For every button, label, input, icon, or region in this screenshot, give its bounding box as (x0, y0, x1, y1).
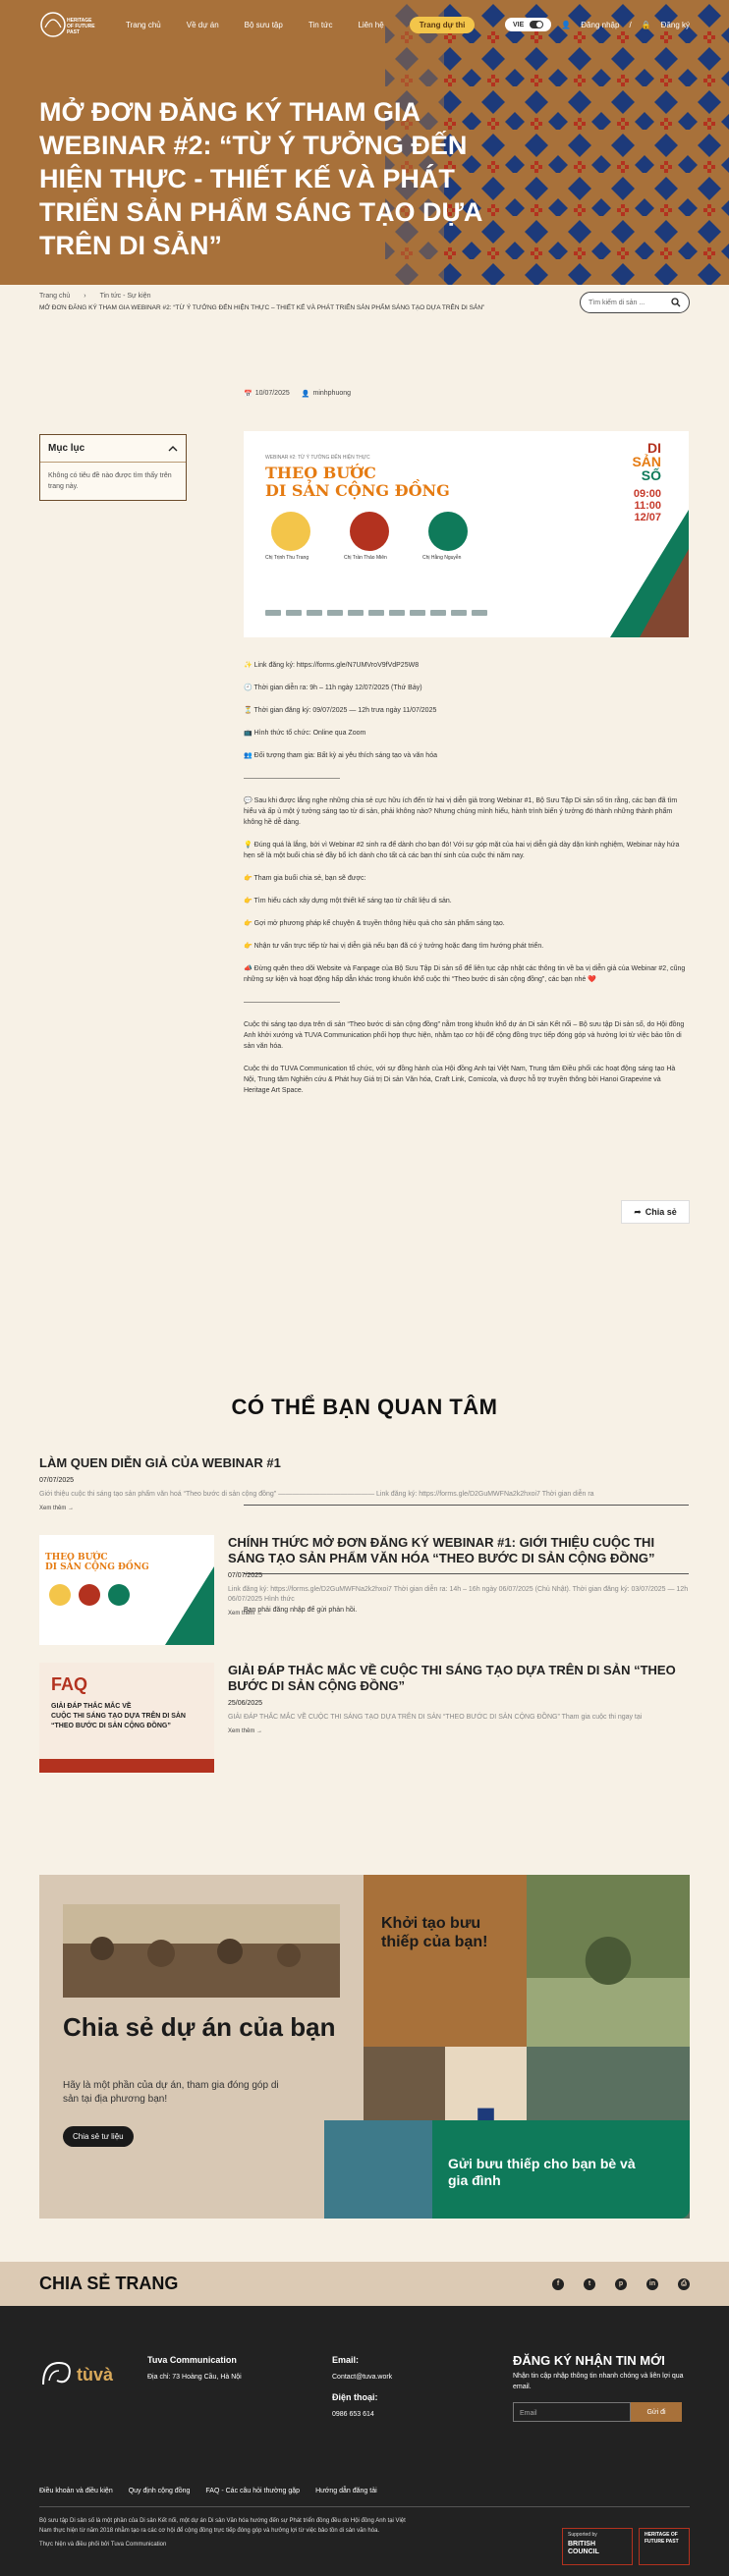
thumb-line: “THEO BƯỚC DI SẢN CỘNG ĐỒNG” (51, 1723, 171, 1729)
post-date: 10/07/2025 (254, 390, 290, 397)
banner-pattern-icon (610, 510, 689, 637)
read-more-link[interactable]: Xem thêm → (39, 1506, 75, 1511)
card-text: Gửi bưu thiếp cho bạn bè và gia đình (448, 2156, 636, 2188)
cta-photo (63, 1904, 340, 1998)
speaker-name: Chị Hằng Nguyễn (422, 555, 462, 561)
related-thumbnail[interactable] (39, 1535, 214, 1645)
comment-note: Bạn phải đăng nhập để gửi phản hồi. (244, 1607, 358, 1614)
related-heading: CÓ THỂ BẠN QUAN TÂM (231, 1395, 498, 1419)
banner-time: 11:00 (634, 500, 661, 512)
top-nav (0, 0, 729, 49)
share-page-title: CHIA SẺ TRANG (39, 2274, 179, 2293)
banner-brand (602, 441, 661, 523)
share-material-button[interactable]: Chia sẻ tư liệu (63, 2126, 134, 2147)
event-info (244, 660, 689, 1108)
paragraph: 💬 Sau khi được lắng nghe những chia sẻ cực hữu ích đến từ hai vị diễn giả trong Webinar #1, Bộ Sưu Tập Di sản số tin rằng, các bạn đã tìm hiểu và ấp ủ một ý tưởng sáng tạo từ di sản, phải không nào? Nhưng chúng mình hiểu, hành trình biến ý tưởng đó thành những thành phẩm không hề dễ dàng. (244, 797, 678, 826)
thumb-line: DI SẢN CỘNG ĐỒNG (45, 1562, 149, 1572)
paragraph: 💡 Đúng quá là lắng, bởi vì Webinar #2 sinh ra để dành cho bạn đó! Với sự góp mặt của hai vị diễn giả dày dặn kinh nghiệm, Webinar này hứa hẹn sẽ là một buổi chia sẻ đầy bổ ích dành cho tất cả các bạn thí sinh của cuộc thi năm nay. (244, 842, 680, 859)
thumb-line: THEO BƯỚC (45, 1553, 108, 1562)
newsletter-email-input[interactable]: Email (513, 2402, 631, 2422)
cta-image (324, 2120, 432, 2219)
phone-label: Điện thoại: (332, 2392, 378, 2402)
brand-line: SỐ (641, 467, 661, 483)
thumb-line: GIẢI ĐÁP THẮC MẮC VỀ (51, 1703, 132, 1710)
site-logo[interactable] (39, 8, 95, 41)
footer (0, 2306, 729, 2576)
svg-text:PAST: PAST (67, 29, 80, 35)
postcard-create-card[interactable] (364, 1875, 527, 2047)
read-more-link[interactable]: Xem thêm → (228, 1728, 263, 1734)
share-icons (552, 2278, 690, 2290)
related-item[interactable] (39, 1535, 690, 1645)
brand-line: DI (647, 440, 661, 456)
login-link[interactable]: Đăng nhập (581, 20, 620, 29)
footer-link[interactable]: Quy định cộng đồng (128, 2488, 191, 2494)
nav-contact[interactable]: Liên hệ (358, 20, 384, 29)
info-line: 👥 Đối tượng tham gia: Bất kỳ ai yêu thích sáng tạo và văn hóa (244, 752, 437, 759)
language-toggle[interactable] (505, 18, 551, 31)
thumb-title (45, 1553, 149, 1572)
breadcrumb-section[interactable]: Tin tức - Sự kiện (99, 293, 151, 300)
paragraph: 👉 Nhận tư vấn trực tiếp từ hai vị diễn giả nếu bạn đã có ý tưởng hoặc đang tìm hướng phát triển. (244, 943, 544, 950)
toc-empty: Không có tiêu đề nào được tìm thấy trên trang này. (48, 472, 172, 490)
thumb-text (51, 1702, 186, 1731)
heritage-badge[interactable]: HERITAGE OF FUTURE PAST (639, 2528, 690, 2565)
speaker-name: Chị Trần Thảo Miên (344, 555, 387, 561)
pinterest-icon[interactable]: p (615, 2278, 627, 2290)
table-of-contents (39, 434, 187, 501)
user-icon: 👤 (561, 20, 572, 29)
badge-text: BRITISH COUNCIL (568, 2541, 599, 2555)
svg-text:OF FUTURE: OF FUTURE (67, 24, 95, 29)
newsletter-desc: Nhận tin cập nhập thông tin nhanh chóng và liên lợi qua email. (513, 2373, 684, 2390)
info-line: ⏳ Thời gian đăng ký: 09/07/2025 — 12h trưa ngày 11/07/2025 (244, 707, 437, 714)
auth-separator: / (629, 20, 632, 29)
related-thumbnail[interactable] (39, 1663, 214, 1773)
about-paragraph: Cuộc thi do TUVA Communication tổ chức, với sự đồng hành của Hội đồng Anh tại Việt Nam, Trung tâm Điều phối các hoạt động sáng tạo Hà Nội, Trung tâm Nghiên cứu & Phát huy Giá trị Di sản Văn hóa, Craft Link, Comicola, và được hỗ trợ truyền thông bởi Hanoi Grapevine và Heritage Art Space. (244, 1066, 676, 1094)
page-title: MỞ ĐƠN ĐĂNG KÝ THAM GIA WEBINAR #2: “TỪ Ý TƯỞNG ĐẾN HIỆN THỰC - THIẾT KẾ VÀ PHÁT TRIỂN SẢN PHẨM SÁNG TẠO DỰA TRÊN DI SẢN” (39, 97, 482, 260)
banner-subtitle: WEBINAR #2: TỪ Ý TƯỞNG ĐẾN HIỆN THỰC (265, 455, 370, 461)
breadcrumb-home[interactable]: Trang chủ (39, 293, 71, 300)
postcard-send-card[interactable] (432, 2120, 690, 2219)
divider: —————————————— (244, 999, 340, 1006)
partner-logos (265, 610, 487, 616)
post-meta (244, 390, 351, 398)
banner-title-line2: DI SẢN CỘNG ĐỒNG (265, 481, 450, 500)
cta-title: Chia sẻ dự án của bạn (63, 2012, 336, 2042)
share-button[interactable] (621, 1200, 690, 1224)
speaker-avatar (350, 512, 389, 551)
nav-news[interactable]: Tin tức (308, 20, 333, 29)
footer-about (39, 2516, 413, 2549)
twitter-icon[interactable]: t (584, 2278, 595, 2290)
thumb-line: CUỘC THI SÁNG TẠO DỰA TRÊN DI SẢN (51, 1713, 186, 1720)
speaker-name: Chị Trịnh Thu Trang (265, 555, 309, 561)
banner-time: 12/07 (634, 512, 661, 523)
email-link[interactable]: Contact@tuva.work (332, 2374, 393, 2381)
footer-contact (332, 2355, 392, 2420)
footer-logo-text: tùvà (77, 2365, 114, 2384)
share-page-bar (0, 2262, 729, 2306)
info-line: 📺 Hình thức tổ chức: Online qua Zoom (244, 730, 366, 737)
cta-left (39, 1875, 364, 2219)
related-excerpt: Link đăng ký: https://forms.gle/D2GuMWFNa2k2hxoi7 Thời gian diễn ra: 14h – 16h ngày 06/07/2025 (Chủ Nhật). Thời gian đăng ký: 03/07/2025 — 12h 06/07/2025 Hình thức (228, 1586, 689, 1603)
footer-logo[interactable] (39, 2355, 118, 2394)
paragraph: 👉 Gợi mở phương pháp kể chuyện & truyền thông hiệu quả cho sản phẩm sáng tạo. (244, 920, 505, 927)
linkedin-icon[interactable]: in (646, 2278, 658, 2290)
newsletter-submit-button[interactable]: Gửi đi (631, 2402, 682, 2422)
footer-credit: Thực hiện và điều phối bởi Tuva Communication (39, 2542, 167, 2548)
chevron-up-icon[interactable] (168, 445, 178, 453)
register-link[interactable]: Đăng ký (660, 20, 690, 29)
share-label: Chia sẻ (645, 1207, 677, 1217)
nav-about[interactable]: Về dự án (186, 20, 219, 29)
search-icon[interactable] (671, 298, 681, 307)
related-date: 07/07/2025 (39, 1477, 75, 1484)
footer-divider (39, 2506, 690, 2507)
related-title[interactable]: GIẢI ĐÁP THẮC MẮC VỀ CUỘC THI SÁNG TẠO DỰA TRÊN DI SẢN “THEO BƯỚC DI SẢN CỘNG ĐỒNG” (228, 1663, 676, 1693)
footer-links (39, 2488, 377, 2494)
newsletter-title: ĐĂNG KÝ NHẬN TIN MỚI (513, 2353, 665, 2368)
calendar-icon: 📅 (244, 391, 252, 398)
facebook-icon[interactable]: f (552, 2278, 564, 2290)
banner-time: 09:00 (633, 488, 661, 500)
toggle-icon (530, 21, 543, 28)
banner-title (265, 465, 450, 500)
paragraph: 📣 Đừng quên theo dõi Website và Fanpage của Bộ Sưu Tập Di sản số để liên tục cập nhật các thông tin về ba vị diễn giả của Webinar #2, cũng những sự kiện và hoạt động hấp dẫn khác trong khuôn khổ cuộc thi “Theo bước di sản cộng đồng”, các bạn nhé ❤️ (244, 965, 686, 983)
related-excerpt: GIẢI ĐÁP THẮC MẮC VỀ CUỘC THI SÁNG TẠO DỰA TRÊN DI SẢN “THEO BƯỚC DI SẢN CỘNG ĐỒNG” Tham gia cuộc thi ngay tại (228, 1714, 643, 1721)
nav-collection[interactable]: Bộ sưu tập (244, 20, 283, 29)
company-address: Địa chỉ: 73 Hoàng Cầu, Hà Nội (147, 2374, 242, 2381)
info-line: 🕘 Thời gian diễn ra: 9h – 11h ngày 12/07/2025 (Thứ Bảy) (244, 685, 422, 691)
phone-number[interactable]: 0986 653 614 (332, 2411, 374, 2418)
related-excerpt: Giới thiệu cuộc thi sáng tạo sản phẩm văn hoá “Theo bước di sản cộng đồng” —————————————— Link đăng ký: https://forms.gle/D2GuMWFNa2k2hxoi7 Thời gian diễn ra (39, 1491, 594, 1498)
about-paragraph: Cuộc thi sáng tạo dựa trên di sản “Theo bước di sản cộng đồng” nằm trong khuôn khổ dự án Di sản Kết nối – Bộ sưu tập Di sản số, do Hội đồng Anh khởi xướng và TUVA Communication phối hợp thực hiện, nhằm tạo cơ hội để cộng đồng trực tiếp đóng góp và hưởng lợi từ việc bảo tồn di sản văn hóa. (244, 1021, 685, 1050)
cta-bottom-row (324, 2120, 690, 2219)
read-more-link[interactable]: Xem thêm → (228, 1611, 263, 1617)
footer-link[interactable]: Điều khoản và điều kiện (39, 2488, 113, 2494)
heritage-logo-icon (39, 8, 95, 41)
search-placeholder: Tìm kiếm di sản ... (589, 299, 645, 306)
paragraph: 👉 Tham gia buổi chia sẻ, bạn sẽ được: (244, 875, 366, 882)
print-icon[interactable]: ⎙ (678, 2278, 690, 2290)
related-date: 07/07/2025 (228, 1572, 263, 1579)
cta-image (527, 1875, 690, 2047)
paragraph: 👉 Tìm hiểu cách xây dựng một thiết kế sáng tạo từ chất liệu di sản. (244, 898, 452, 904)
post-author[interactable]: minhphuong (312, 390, 352, 397)
chevron-right-icon: › (84, 293, 86, 300)
webinar-banner (244, 431, 689, 637)
language-label: VIE (513, 21, 525, 28)
footer-link[interactable]: FAQ - Các câu hỏi thường gặp (205, 2488, 301, 2494)
british-council-badge[interactable] (562, 2528, 633, 2565)
footer-link[interactable]: Hướng dẫn đăng tải (315, 2488, 377, 2494)
speaker-avatar (428, 512, 468, 551)
speaker-avatar (271, 512, 310, 551)
breadcrumb-current: MỞ ĐƠN ĐĂNG KÝ THAM GIA WEBINAR #2: “TỪ Ý TƯỞNG ĐẾN HIỆN THỰC – THIẾT KẾ VÀ PHÁT TRIỂN SẢN PHẨM SÁNG TẠO DỰA TRÊN DI SẢN” (39, 304, 485, 311)
related-date: 25/06/2025 (228, 1700, 263, 1707)
search-input[interactable] (580, 292, 690, 313)
divider: —————————————— (244, 775, 340, 782)
share-icon: ➦ (634, 1206, 642, 1217)
banner-title-line1: THEO BƯỚC (265, 464, 376, 482)
nav-home[interactable]: Trang chủ (126, 20, 161, 29)
footer-badges (562, 2528, 690, 2565)
cta-subtitle: Hãy là một phần của dự án, tham gia đóng góp di sản tại địa phương bạn! (63, 2080, 279, 2105)
breadcrumb-bar (0, 285, 729, 328)
badge-small: Supported by (568, 2532, 597, 2538)
related-title[interactable]: LÀM QUEN DIỄN GIẢ CỦA WEBINAR #1 (39, 1455, 281, 1470)
related-title[interactable]: CHÍNH THỨC MỞ ĐƠN ĐĂNG KÝ WEBINAR #1: GIỚI THIỆU CUỘC THI SÁNG TẠO SẢN PHẨM VĂN HÓA “THEO BƯỚC DI SẢN CỘNG ĐỒNG” (228, 1535, 655, 1565)
svg-text:HERITAGE: HERITAGE (67, 18, 92, 24)
card-text: Khởi tạo bưu thiếp của bạn! (381, 1915, 488, 1950)
toc-header[interactable] (40, 435, 186, 463)
email-label: Email: (332, 2355, 360, 2365)
lock-icon: 🔒 (641, 20, 651, 29)
contest-button[interactable]: Trang dự thi (410, 17, 476, 33)
thumb-faq: FAQ (51, 1674, 88, 1694)
footer-company (147, 2355, 242, 2383)
footer-about-text: Bộ sưu tập Di sản số là một phần của Di sản Kết nối, một dự án Di sản Văn hóa hướng đến sự Phát triển đồng đều do Hội đồng Anh tại Việt Nam thực hiện từ năm 2018 nhằm tạo ra các cơ hội để cộng đồng trực tiếp đóng góp và hưởng lợi từ việc bảo tồn di sản văn hóa. (39, 2518, 406, 2534)
related-item[interactable] (39, 1663, 690, 1773)
hero (0, 0, 729, 285)
info-line: ✨ Link đăng ký: https://forms.gle/N7UMVroV9fVdP25W8 (244, 662, 420, 669)
related-item[interactable] (39, 1455, 690, 1511)
newsletter (513, 2355, 690, 2422)
company-name: Tuva Communication (147, 2355, 237, 2365)
toc-title: Mục lục (48, 443, 85, 454)
related-posts (0, 1359, 729, 1855)
brand-line: SẢN (632, 454, 661, 469)
author-icon: 👤 (301, 391, 310, 398)
